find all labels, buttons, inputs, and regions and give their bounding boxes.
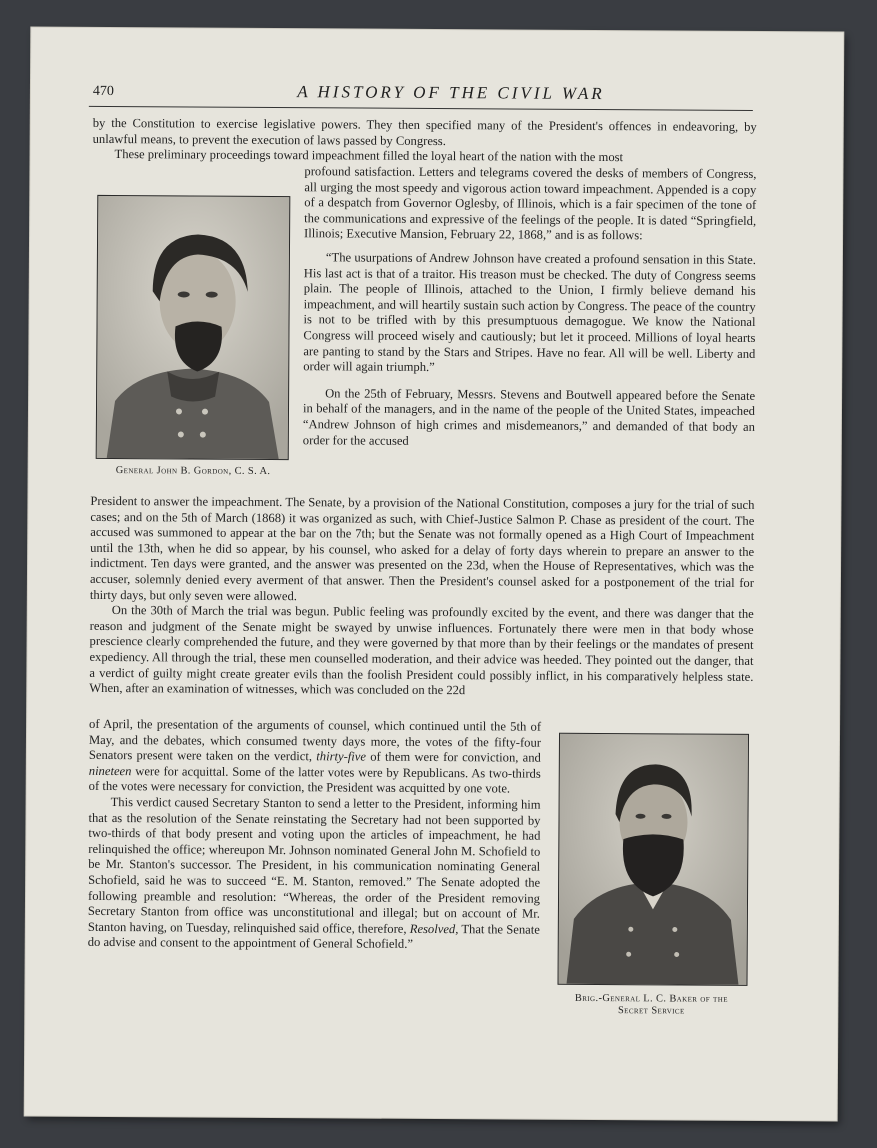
caption-gordon-text: General John B. Gordon, C. S. A. — [115, 465, 271, 477]
header-rule — [89, 106, 753, 111]
paragraph-stanton: This verdict caused Secretary Stanton to send a letter to the President, informing him that as the resolution of the Senate reinstating the Secretary had not been supported by two-thirds of that body present and voting upon the articles of impeachment, he had relinquished the office; whereupon Mr. Johnson nominated General John M. Schofield to be Mr. Stanton's successor. The President, in his communication nominating General Schofield, said he was to succeed “E. M. Stanton, removed.” The Senate adopted the following preamble and resolution: “Whereas, the order of the President removing Secretary Stanton from office was unconstitutional and illegal; but on account of Mr. Stanton having, on Tuesday, relinquished said office, therefore, Resolved, That the Senate do advise and consent to the appointment of General Schofield.” — [87, 794, 541, 952]
text-block-middle — [89, 494, 754, 701]
text-block-left-column — [88, 717, 541, 954]
text-block-opening — [93, 116, 757, 167]
portrait-baker — [557, 733, 749, 986]
portrait-gordon — [96, 195, 291, 460]
caption-gordon — [91, 465, 296, 478]
running-title: A HISTORY OF THE CIVIL WAR — [297, 82, 605, 104]
quoted-despatch: “The usurpations of Andrew Johnson have created a profound sensation in this State. His last act is that of a traitor. His treason must be checked. The duty of Congress seems plain. The people of Illinois, attached to the Union, I firmly believe demand his impeachment, and will heartily sustain such action by Congress. The peace of the country is not to be trifled with by this presumptuous demagogue. We know the National Congress will proceed wisely and cautiously; but let it proceed. Millions of loyal hearts are panting to stand by the Stars and Stripes. Have no fear. All will be well. Liberty and order will again triumph.” — [303, 250, 756, 375]
portrait-baker-image — [558, 734, 748, 985]
portrait-gordon-image — [97, 196, 290, 459]
caption-baker-line1: Brig.-General L. C. Baker of the — [574, 992, 728, 1005]
caption-baker-line2: Secret Service — [617, 1005, 685, 1017]
paragraph-continued: by the Constitution to exercise legislative powers. They then specified many of the President's offences in endeavoring, by unlawful means, to prevent the execution of laws passed by Congress. — [92, 115, 757, 148]
text-block-right-column — [303, 164, 757, 451]
paragraph-continued-2: profound satisfaction. Letters and telegrams covered the desks of members of Congress, all urging the most speedy and vigorous action toward impeachment. Appended is a copy of a despatch from Governor Oglesby, of Illinois, which is a fair specimen of the tone of the communications and expressive of the feelings of the people. It is dated “Springfield, Illinois; Executive Mansion, February 22, 1868,” and is as follows: — [304, 164, 757, 243]
caption-baker — [551, 993, 751, 1018]
page-number: 470 — [92, 83, 114, 100]
paragraph-verdict: of April, the presentation of the arguments of counsel, which continued until the 5th of May, and the debates, which consumed twenty days more, the votes of the fifty-four Senators present were taken on the verdict, thirty-five of them were for conviction, and nineteen were for acquittal. Some of the latter votes were by Republicans. As two-thirds of the votes were necessary for conviction, the President was acquitted by one vote. — [88, 716, 542, 796]
paragraph-february: On the 25th of February, Messrs. Stevens and Boutwell appeared before the Senate in behalf of the managers, and in the name of the people of the United States, impeached “Andrew Johnson of high crimes and misdemeanors,” and demanded of that body an order for the accused — [302, 386, 756, 448]
paragraph-trial-begun: On the 30th of March the trial was begun. Public feeling was profoundly excited by the event, and there was danger that the reason and judgment of the Senate might be swayed by unwise influences. Fortunately there were men in that body whose prescience clearly comprehended the future, and they were governed by that more than by their feelings or the mandates of present expediency. All through the trial, these men counselled moderation, and their advice was heeded. They pointed out the danger, that a verdict of guilty might create greater evils than the foolish President could possibly inflict, in his comparatively helpless state. When, after an examination of witnesses, which was concluded on the 22d — [89, 603, 754, 698]
paragraph-lead: These preliminary proceedings toward impeachment filled the loyal heart of the nation with the most — [114, 147, 624, 165]
paragraph-impeachment-trial: President to answer the impeachment. The Senate, by a provision of the National Constitution, composes a jury for the trial of such cases; and on the 5th of March (1868) it was organized as such, with Chief-Justice Salmon P. Chase as president of the court. The accused was summoned to appear at the bar on the 7th; but the Senate was not formally opened as a High Court of Impeachment until the 13th, when he did so appear, by his counsel, who asked for a delay of forty days wherein to prepare an answer to the indictment. Ten days were granted, and the answer was presented on the 23d, when the House of Representatives, which was the accuser, solemnly denied every averment of that answer. Then the President's counsel asked for a postponement of the trial for thirty days, but only seven were allowed. — [89, 493, 755, 603]
book-page — [25, 28, 844, 1121]
